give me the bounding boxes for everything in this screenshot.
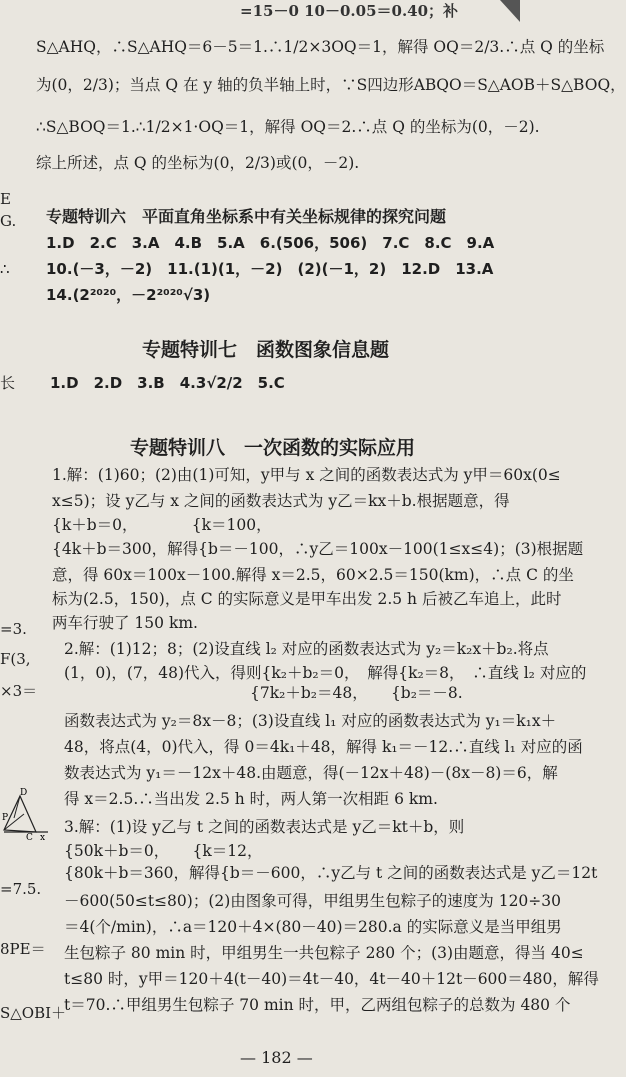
figure-label: D <box>20 788 28 798</box>
page-corner-fold <box>460 0 520 22</box>
geometry-figure <box>0 788 52 843</box>
text-line: {4k＋b＝300，解得{b＝－100，∴y乙＝100x－100(1≤x≤4)；(3)根据题 <box>52 540 584 558</box>
text-line: 2.解：(1)12；8；(2)设直线 l₂ 对应的函数表达式为 y₂＝k₂x＋b₂.将点 <box>64 640 549 658</box>
text-line: 标为(2.5，150)，点 C 的实际意义是甲车出发 2.5 h 后被乙车追上，此时 <box>52 590 562 608</box>
text-line: 综上所述，点 Q 的坐标为(0，2/3)或(0，－2). <box>36 154 360 172</box>
left-fragment: =7.5. <box>0 880 42 898</box>
left-fragment: G. <box>0 212 17 230</box>
text-line: 48，将点(4，0)代入，得 0＝4k₁＋48，解得 k₁＝－12.∴直线 l₁ 对应的函 <box>64 738 583 756</box>
text-line: t＝70.∴甲组男生包粽子 70 min 时，甲，乙两组包粽子的总数为 480 个 <box>64 996 571 1014</box>
text-line: 生包粽子 80 min 时，甲组男生一共包粽子 280 个；(3)由题意，得当 40≤ <box>64 944 584 962</box>
left-fragment: ×3＝ <box>0 682 38 700</box>
left-fragment: F(3, <box>0 650 31 668</box>
text-line: 得 x＝2.5.∴当出发 2.5 h 时，两人第一次相距 6 km. <box>64 790 438 808</box>
top-cut-line: =15－0 10－0.05＝0.40；补 <box>240 2 459 20</box>
text-line: ∴S△BOQ＝1.∴1/2×1·OQ＝1，解得 OQ＝2.∴点 Q 的坐标为(0，－2). <box>36 118 540 136</box>
left-fragment: =3. <box>0 620 27 638</box>
text-line: (1，0)，(7，48)代入，得则{k₂＋b₂＝0， 解得{k₂＝8， ∴直线 l₂ 对应的 <box>64 664 587 682</box>
text-line: t≤80 时，y甲＝120＋4(t－40)＝4t－40，4t－40＋12t－600＝480，解得 <box>64 970 599 988</box>
text-line: {50k＋b＝0， {k＝12， <box>64 842 263 860</box>
text-line: 函数表达式为 y₂＝8x－8；(3)设直线 l₁ 对应的函数表达式为 y₁＝k₁x＋ <box>64 712 557 730</box>
text-line: 为(0，2/3)；当点 Q 在 y 轴的负半轴上时，∵S四边形ABQO＝S△AOB＋S△BOQ， <box>36 76 626 94</box>
text-line: 1.解：(1)60；(2)由(1)可知，y甲与 x 之间的函数表达式为 y甲＝60x(0≤ <box>52 466 561 484</box>
answer-line: 10.(－3，－2) 11.(1)(1，－2) (2)(－1，2) 12.D 13.A <box>46 260 494 278</box>
section-title: 专题特训六 平面直角坐标系中有关坐标规律的探究问题 <box>46 207 447 226</box>
text-line: 意，得 60x＝100x－100.解得 x＝2.5，60×2.5＝150(km)，∴点 C 的坐 <box>52 566 574 584</box>
figure-label: P <box>2 813 9 823</box>
answer-line: 1.D 2.C 3.A 4.B 5.A 6.(506，506) 7.C 8.C 9.A <box>46 234 495 252</box>
answer-line: 1.D 2.D 3.B 4.3√2/2 5.C <box>50 374 285 392</box>
figure-label: x <box>40 833 46 843</box>
text-line: {k＋b＝0， {k＝100， <box>52 516 272 534</box>
text-line: 数表达式为 y₁＝－12x＋48.由题意，得(－12x＋48)－(8x－8)＝6，解 <box>64 764 558 782</box>
text-line: x≤5)；设 y乙与 x 之间的函数表达式为 y乙＝kx＋b.根据题意，得 <box>52 492 510 510</box>
section-title: 专题特训七 函数图象信息题 <box>142 339 390 361</box>
section-title: 专题特训八 一次函数的实际应用 <box>130 437 416 459</box>
left-fragment: E <box>0 190 11 208</box>
figure-label: C <box>26 833 33 843</box>
left-fragment: ∴ <box>0 260 10 278</box>
text-line: {7k₂＋b₂＝48， {b₂＝－8. <box>64 684 463 702</box>
text-line: {80k＋b＝360，解得{b＝－600，∴y乙与 t 之间的函数表达式是 y乙＝12t <box>64 864 598 882</box>
text-line: ＝4(个/min)，∴a＝120＋4×(80－40)＝280.a 的实际意义是当甲组男 <box>64 918 562 936</box>
left-fragment: S△OBI＋ <box>0 1004 67 1022</box>
text-line: 3.解：(1)设 y乙与 t 之间的函数表达式是 y乙＝kt＋b，则 <box>64 818 465 836</box>
page-number: — 182 — <box>240 1048 313 1067</box>
left-fragment: 长 <box>0 374 16 392</box>
left-fragment: 8PE＝ <box>0 940 46 958</box>
text-line: －600(50≤t≤80)；(2)由图象可得，甲组男生包粽子的速度为 120÷30 <box>64 892 562 910</box>
answer-line: 14.(2²⁰²⁰，－2²⁰²⁰√3) <box>46 286 211 304</box>
text-line: 两车行驶了 150 km. <box>52 614 198 632</box>
text-line: S△AHQ，∴S△AHQ＝6－5＝1.∴1/2×3OQ＝1，解得 OQ＝2/3.∴点 Q 的坐标 <box>36 38 605 56</box>
